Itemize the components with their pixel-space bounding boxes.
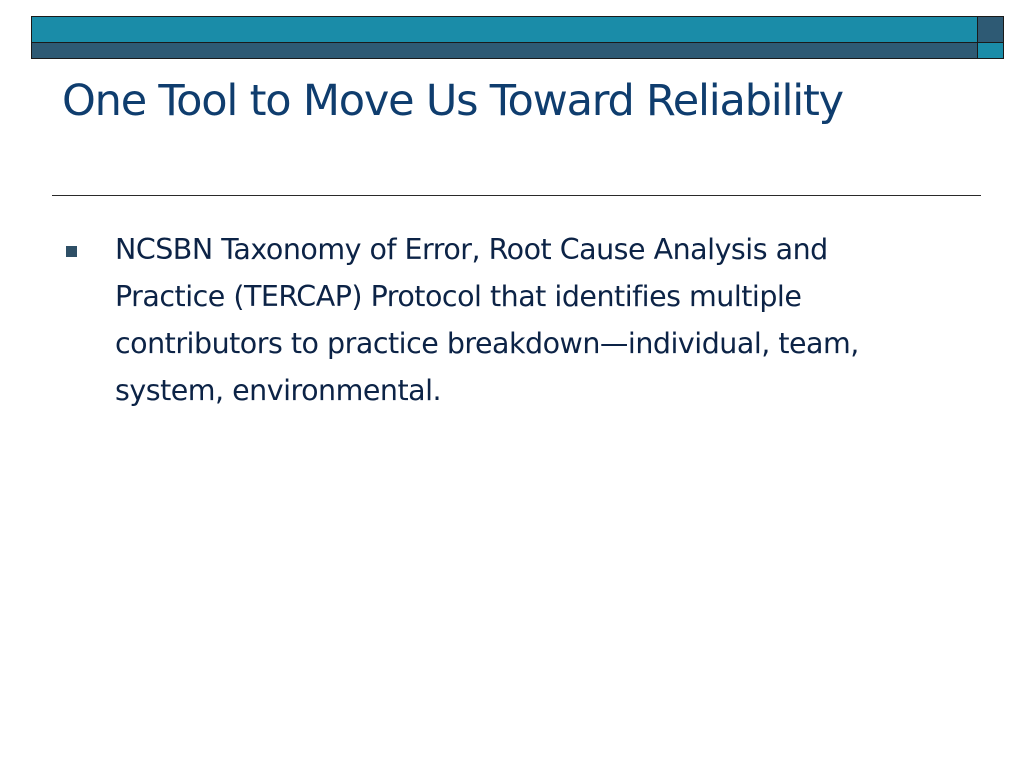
slide-title: One Tool to Move Us Toward Reliability [62, 76, 843, 126]
header-band-bottom [31, 42, 978, 59]
header-band-top [31, 16, 978, 43]
bullet-list [64, 226, 944, 414]
title-divider [52, 195, 981, 196]
bullet-text: NCSBN Taxonomy of Error, Root Cause Analysis and Practice (TERCAP) Protocol that identifies multiple contributors to practice breakdown—individual, team, system, environmental. [115, 233, 859, 407]
header-corner-square-bottom [977, 42, 1004, 59]
square-bullet-icon [66, 246, 77, 257]
bullet-item [64, 226, 944, 414]
header-corner-square-top [977, 16, 1004, 43]
